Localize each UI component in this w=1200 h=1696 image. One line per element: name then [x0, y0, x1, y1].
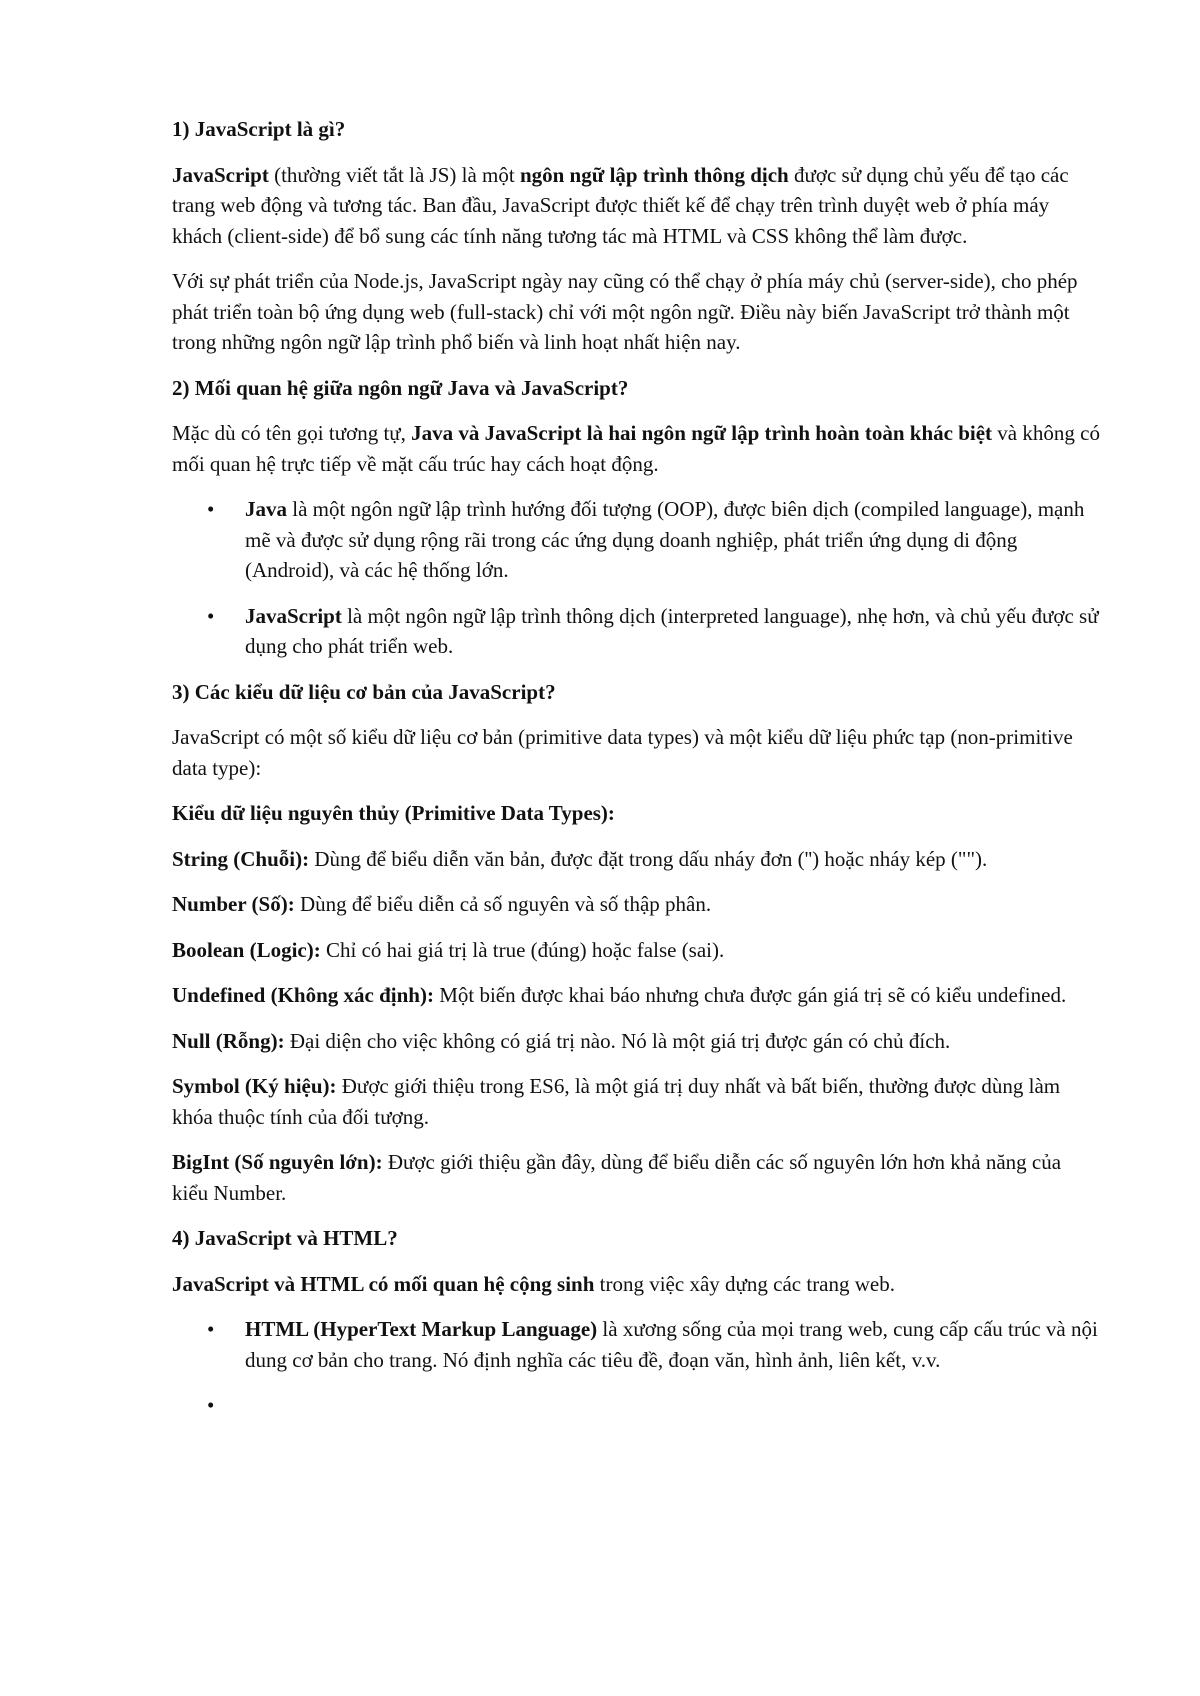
section-1-heading: 1) JavaScript là gì?: [172, 117, 346, 141]
list-item: • JavaScript là một ngôn ngữ lập trình thông dịch (interpreted language), nhẹ hơn, và chủ yếu được sử dụng cho phát triển web.: [245, 601, 1100, 662]
bold-term: JavaScript và HTML có mối quan hệ cộng sinh: [172, 1271, 595, 1296]
type-boolean: Boolean (Logic): Chỉ có hai giá trị là true (đúng) hoặc false (sai).: [172, 937, 725, 962]
section-3-heading: 3) Các kiểu dữ liệu cơ bản của JavaScript?: [172, 679, 556, 704]
section-2-bullet-list: [172, 494, 1100, 662]
type-undefined: Undefined (Không xác định): Một biến được khai báo nhưng chưa được gán giá trị sẽ có kiểu undefined.: [172, 983, 1067, 1007]
section-4-heading: 4) JavaScript và HTML?: [172, 1226, 398, 1250]
section-3-subheading: Kiểu dữ liệu nguyên thủy (Primitive Data Types):: [172, 801, 615, 825]
list-item: • HTML (HyperText Markup Language) là xương sống của mọi trang web, cung cấp cấu trúc và nội dung cơ bản cho trang. Nó định nghĩa các tiêu đề, đoạn văn, hình ảnh, liên kết, v.v.: [245, 1314, 1100, 1375]
section-2-paragraph-1: Mặc dù có tên gọi tương tự, Java và JavaScript là hai ngôn ngữ lập trình hoàn toàn khác biệt và không có mối quan hệ trực tiếp về mặt cấu trúc hay cách hoạt động.: [172, 421, 1100, 476]
section-2-heading: 2) Mối quan hệ giữa ngôn ngữ Java và JavaScript?: [172, 375, 629, 400]
bold-term: ngôn ngữ lập trình thông dịch: [519, 162, 789, 187]
section-3-intro: JavaScript có một số kiểu dữ liệu cơ bản (primitive data types) và một kiểu dữ liệu phức tạp (non-primitive data type):: [172, 725, 1073, 780]
bold-term: Java và JavaScript là hai ngôn ngữ lập trình hoàn toàn khác biệt: [411, 421, 993, 445]
section-1-paragraph-1: JavaScript (thường viết tắt là JS) là một ngôn ngữ lập trình thông dịch được sử dụng chủ yếu để tạo các trang web động và tương tác. Ban đầu, JavaScript được thiết kế để chạy trên trình duyệt web ở phía máy khách (client-side) để bổ sung các tính năng tương tác mà HTML và CSS không thể làm được.: [172, 162, 1069, 248]
type-bigint: BigInt (Số nguyên lớn): Được giới thiệu gần đây, dùng để biểu diễn các số nguyên lớn hơn khả năng của kiểu Number.: [172, 1150, 1062, 1205]
section-4-bullet-list: [172, 1314, 1100, 1421]
bold-term: JavaScript: [172, 162, 269, 187]
type-null: Null (Rỗng): Đại diện cho việc không có giá trị nào. Nó là một giá trị được gán có chủ đích.: [172, 1028, 951, 1053]
list-item: • Java là một ngôn ngữ lập trình hướng đối tượng (OOP), được biên dịch (compiled language), mạnh mẽ và được sử dụng rộng rãi trong các ứng dụng doanh nghiệp, phát triển ứng dụng di động (Android), và các hệ thống lớn.: [245, 494, 1100, 586]
type-symbol: Symbol (Ký hiệu): Được giới thiệu trong ES6, là một giá trị duy nhất và bất biến, thường được dùng làm khóa thuộc tính của đối tượng.: [172, 1074, 1061, 1129]
type-string: String (Chuỗi): Dùng để biểu diễn văn bản, được đặt trong dấu nháy đơn ('') hoặc nháy kép ("").: [172, 846, 988, 871]
type-number: Number (Số): Dùng để biểu diễn cả số nguyên và số thập phân.: [172, 892, 712, 916]
section-1-paragraph-2: Với sự phát triển của Node.js, JavaScript ngày nay cũng có thể chạy ở phía máy chủ (server-side), cho phép phát triển toàn bộ ứng dụng web (full-stack) chỉ với một ngôn ngữ. Điều này biến JavaScript trở thành một trong những ngôn ngữ lập trình phổ biến và linh hoạt nhất hiện nay.: [172, 269, 1078, 354]
section-4-paragraph-1: JavaScript và HTML có mối quan hệ cộng sinh trong việc xây dựng các trang web.: [172, 1271, 895, 1296]
list-item-empty: [245, 1390, 1100, 1421]
